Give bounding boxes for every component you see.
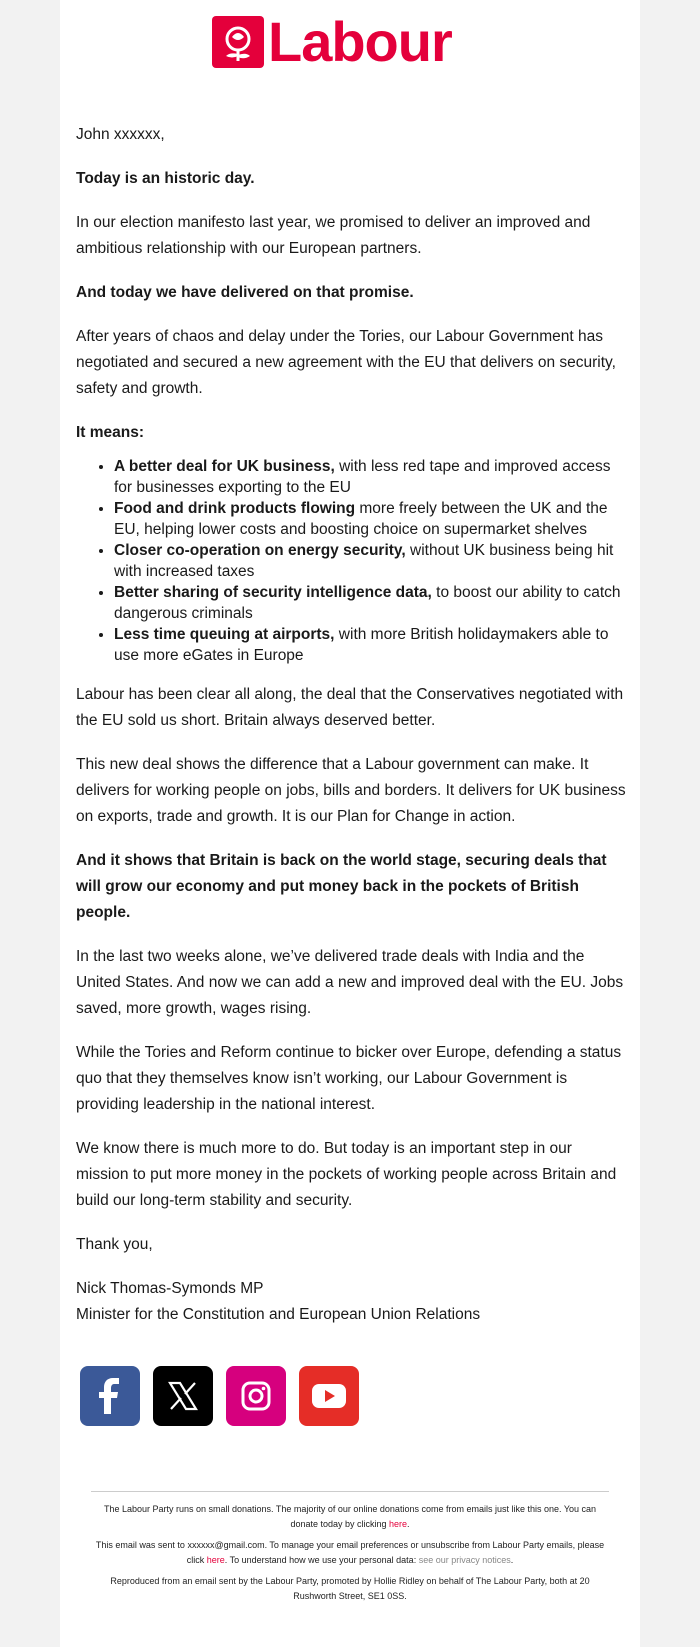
preferences-text: This email was sent to xxxxxx@gmail.com. To manage your email preferences or unsubscribe from Labour Party emails, please click here. To understand how we use your personal data: see our privacy notices. [95,1540,605,1565]
paragraph: We know there is much more to do. But today is an important step in our mission to put more money in the pockets of working people across Britain and build our long-term stability and security. [76,1140,617,1209]
email-body [60,0,640,1647]
x-icon [168,1381,198,1411]
greeting: John xxxxxx, [76,126,165,143]
youtube-icon [311,1383,347,1409]
footer [91,1491,609,1610]
labour-logo[interactable] [212,10,488,73]
youtube-button[interactable] [299,1366,359,1426]
paragraph: In our election manifesto last year, we promised to deliver an improved and ambitious relationship with our European partners. [76,214,591,257]
instagram-button[interactable] [226,1366,286,1426]
intro-heading: Today is an historic day. [76,170,255,187]
paragraph: In the last two weeks alone, we’ve delivered trade deals with India and the United States. And now we can add a new and improved deal with the EU. Jobs saved, more growth, wages rising. [76,948,624,1017]
unsubscribe-link[interactable]: here [206,1555,225,1565]
paragraph: While the Tories and Reform continue to bicker over Europe, defending a status quo that they themselves know isn’t working, our Labour Government is providing leadership in the national interest. [76,1044,622,1113]
benefits-list [76,456,626,666]
means-heading: It means: [76,424,145,441]
signature-title: Minister for the Constitution and European Union Relations [76,1306,481,1323]
signature [76,1276,626,1328]
x-button[interactable] [153,1366,213,1426]
privacy-link[interactable]: see our privacy notices [418,1555,511,1565]
email-content [76,122,626,1328]
list-item: • Food and drink products flowing more freely between the UK and the EU, helping lower costs and boosting choice on supermarket shelves [114,498,626,540]
facebook-button[interactable] [80,1366,140,1426]
donate-text: The Labour Party runs on small donations. The majority of our online donations come from emails just like this one. You can donate today by clicking here. [103,1504,597,1529]
list-item: • A better deal for UK business, with less red tape and improved access for businesses exporting to the EU [114,456,626,498]
paragraph: After years of chaos and delay under the Tories, our Labour Government has negotiated and secured a new agreement with the EU that delivers on security, safety and growth. [76,328,616,397]
paragraph: Labour has been clear all along, the deal that the Conservatives negotiated with the EU sold us short. Britain always deserved better. [76,686,624,729]
paragraph: This new deal shows the difference that a Labour government can make. It delivers for working people on jobs, bills and borders. It delivers for UK business on exports, trade and growth. It is our Plan for Change in action. [76,756,626,825]
promise-heading: And today we have delivered on that promise. [76,284,414,301]
donate-link[interactable]: here [389,1519,408,1529]
signature-name: Nick Thomas-Symonds MP [76,1280,264,1297]
list-item: • Less time queuing at airports, with more British holidaymakers able to use more eGates in Europe [114,624,626,666]
logo-wordmark: Labour [268,10,452,73]
facebook-icon [95,1378,125,1414]
social-links [80,1366,359,1426]
world-stage-heading: And it shows that Britain is back on the world stage, securing deals that will grow our economy and put money back in the pockets of British people. [76,852,607,921]
rose-icon [212,16,264,68]
signoff: Thank you, [76,1236,153,1253]
imprint-text: Reproduced from an email sent by the Labour Party, promoted by Hollie Ridley on behalf of The Labour Party, both at 20 Rushworth Street, SE1 0SS. [110,1576,590,1601]
list-item: • Closer co-operation on energy security, without UK business being hit with increased taxes [114,540,626,582]
instagram-icon [240,1380,272,1412]
list-item: • Better sharing of security intelligence data, to boost our ability to catch dangerous criminals [114,582,626,624]
